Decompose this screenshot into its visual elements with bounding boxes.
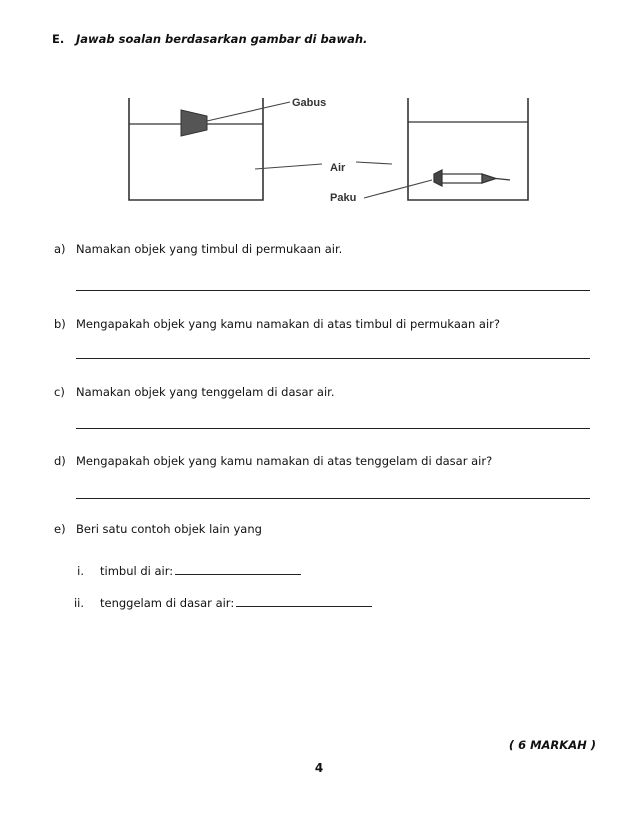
cork-label: Gabus bbox=[292, 97, 327, 109]
sub-question-i bbox=[58, 562, 301, 578]
question-label: a) bbox=[54, 242, 66, 256]
question-label: c) bbox=[54, 385, 65, 399]
answer-line-a[interactable] bbox=[76, 290, 590, 291]
water-leader-line-right bbox=[356, 162, 392, 164]
right-container bbox=[408, 98, 528, 200]
page-number: 4 bbox=[314, 761, 324, 775]
question-text: Mengapakah objek yang kamu namakan di atas timbul di permukaan air? bbox=[76, 317, 500, 331]
question-text: Mengapakah objek yang kamu namakan di atas tenggelam di dasar air? bbox=[76, 454, 493, 468]
section-instruction: Jawab soalan berdasarkan gambar di bawah. bbox=[76, 32, 368, 46]
sub-question-text: timbul di air: bbox=[100, 564, 174, 578]
question-e bbox=[54, 522, 262, 536]
question-text: Namakan objek yang timbul di permukaan air. bbox=[76, 242, 343, 256]
float-sink-diagram bbox=[0, 88, 638, 218]
answer-line-e-ii[interactable] bbox=[236, 594, 372, 607]
section-heading bbox=[52, 32, 367, 46]
marks-label: ( 6 MARKAH ) bbox=[508, 738, 596, 752]
sub-question-ii bbox=[58, 594, 372, 610]
question-label: d) bbox=[54, 454, 66, 468]
nail-leader-line bbox=[364, 180, 432, 198]
question-a bbox=[54, 242, 342, 256]
water-label: Air bbox=[330, 162, 346, 174]
sub-question-number: i. bbox=[77, 564, 84, 578]
question-label: e) bbox=[54, 522, 66, 536]
question-label: b) bbox=[54, 317, 66, 331]
question-text: Namakan objek yang tenggelam di dasar air. bbox=[76, 385, 335, 399]
answer-line-c[interactable] bbox=[76, 428, 590, 429]
question-d bbox=[54, 454, 492, 468]
cork-shape bbox=[181, 110, 207, 136]
nail-label: Paku bbox=[330, 192, 357, 204]
sub-question-number: ii. bbox=[73, 596, 84, 610]
section-letter: E. bbox=[52, 32, 65, 46]
water-leader-line-left bbox=[255, 164, 322, 169]
nail-shape bbox=[434, 170, 510, 186]
answer-line-e-i[interactable] bbox=[175, 562, 301, 575]
sub-question-text: tenggelam di dasar air: bbox=[100, 596, 235, 610]
answer-line-b[interactable] bbox=[76, 358, 590, 359]
question-c bbox=[54, 385, 335, 399]
question-text: Beri satu contoh objek lain yang bbox=[76, 522, 262, 536]
question-b bbox=[54, 317, 500, 331]
cork-leader-line bbox=[207, 102, 290, 121]
answer-line-d[interactable] bbox=[76, 498, 590, 499]
